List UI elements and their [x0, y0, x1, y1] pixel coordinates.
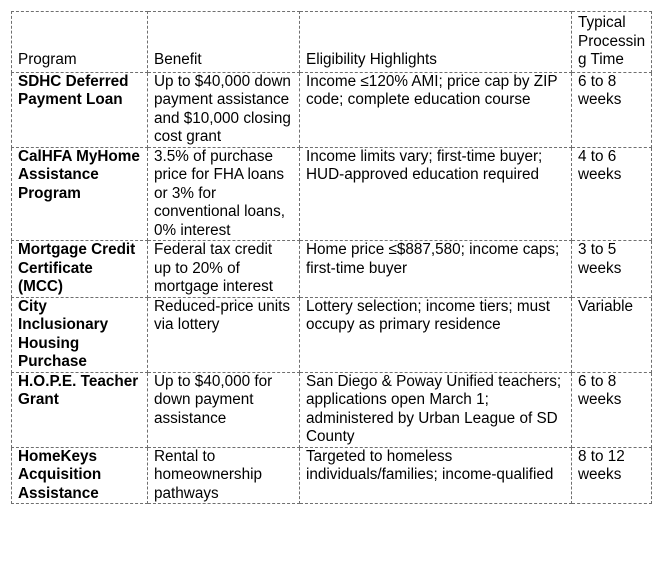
- benefit-cell: Up to $40,000 for down payment assistance: [148, 372, 300, 447]
- eligibility-cell: Income ≤120% AMI; price cap by ZIP code; complete education course: [300, 72, 572, 147]
- processing-time-cell: Variable: [572, 297, 652, 372]
- program-name: CalHFA MyHome Assistance Program: [12, 147, 148, 241]
- header-program: Program: [12, 12, 148, 73]
- table-row: [12, 447, 652, 504]
- program-name: City Inclusionary Housing Purchase: [12, 297, 148, 372]
- processing-time-cell: 4 to 6 weeks: [572, 147, 652, 241]
- processing-time-cell: 8 to 12 weeks: [572, 447, 652, 504]
- table-row: [12, 372, 652, 447]
- benefit-cell: Rental to homeownership pathways: [148, 447, 300, 504]
- eligibility-cell: Targeted to homeless individuals/families; income-qualified: [300, 447, 572, 504]
- benefit-cell: Federal tax credit up to 20% of mortgage interest: [148, 241, 300, 298]
- header-benefit: Benefit: [148, 12, 300, 73]
- header-eligibility: Eligibility Highlights: [300, 12, 572, 73]
- program-name: Mortgage Credit Certificate (MCC): [12, 241, 148, 298]
- eligibility-cell: San Diego & Poway Unified teachers; applications open March 1; administered by Urban League of SD County: [300, 372, 572, 447]
- program-name: H.O.P.E. Teacher Grant: [12, 372, 148, 447]
- program-name: SDHC Deferred Payment Loan: [12, 72, 148, 147]
- assistance-programs-table: [11, 11, 652, 504]
- header-row: [12, 12, 652, 73]
- benefit-cell: Up to $40,000 down payment assistance and $10,000 closing cost grant: [148, 72, 300, 147]
- table-row: [12, 72, 652, 147]
- table-row: [12, 147, 652, 241]
- header-processing-time: Typical Processing Time: [572, 12, 652, 73]
- processing-time-cell: 3 to 5 weeks: [572, 241, 652, 298]
- processing-time-cell: 6 to 8 weeks: [572, 372, 652, 447]
- table-row: [12, 241, 652, 298]
- program-name: HomeKeys Acquisition Assistance: [12, 447, 148, 504]
- table-row: [12, 297, 652, 372]
- processing-time-cell: 6 to 8 weeks: [572, 72, 652, 147]
- eligibility-cell: Lottery selection; income tiers; must occupy as primary residence: [300, 297, 572, 372]
- eligibility-cell: Home price ≤$887,580; income caps; first-time buyer: [300, 241, 572, 298]
- benefit-cell: 3.5% of purchase price for FHA loans or 3% for conventional loans, 0% interest: [148, 147, 300, 241]
- benefit-cell: Reduced-price units via lottery: [148, 297, 300, 372]
- eligibility-cell: Income limits vary; first-time buyer; HUD-approved education required: [300, 147, 572, 241]
